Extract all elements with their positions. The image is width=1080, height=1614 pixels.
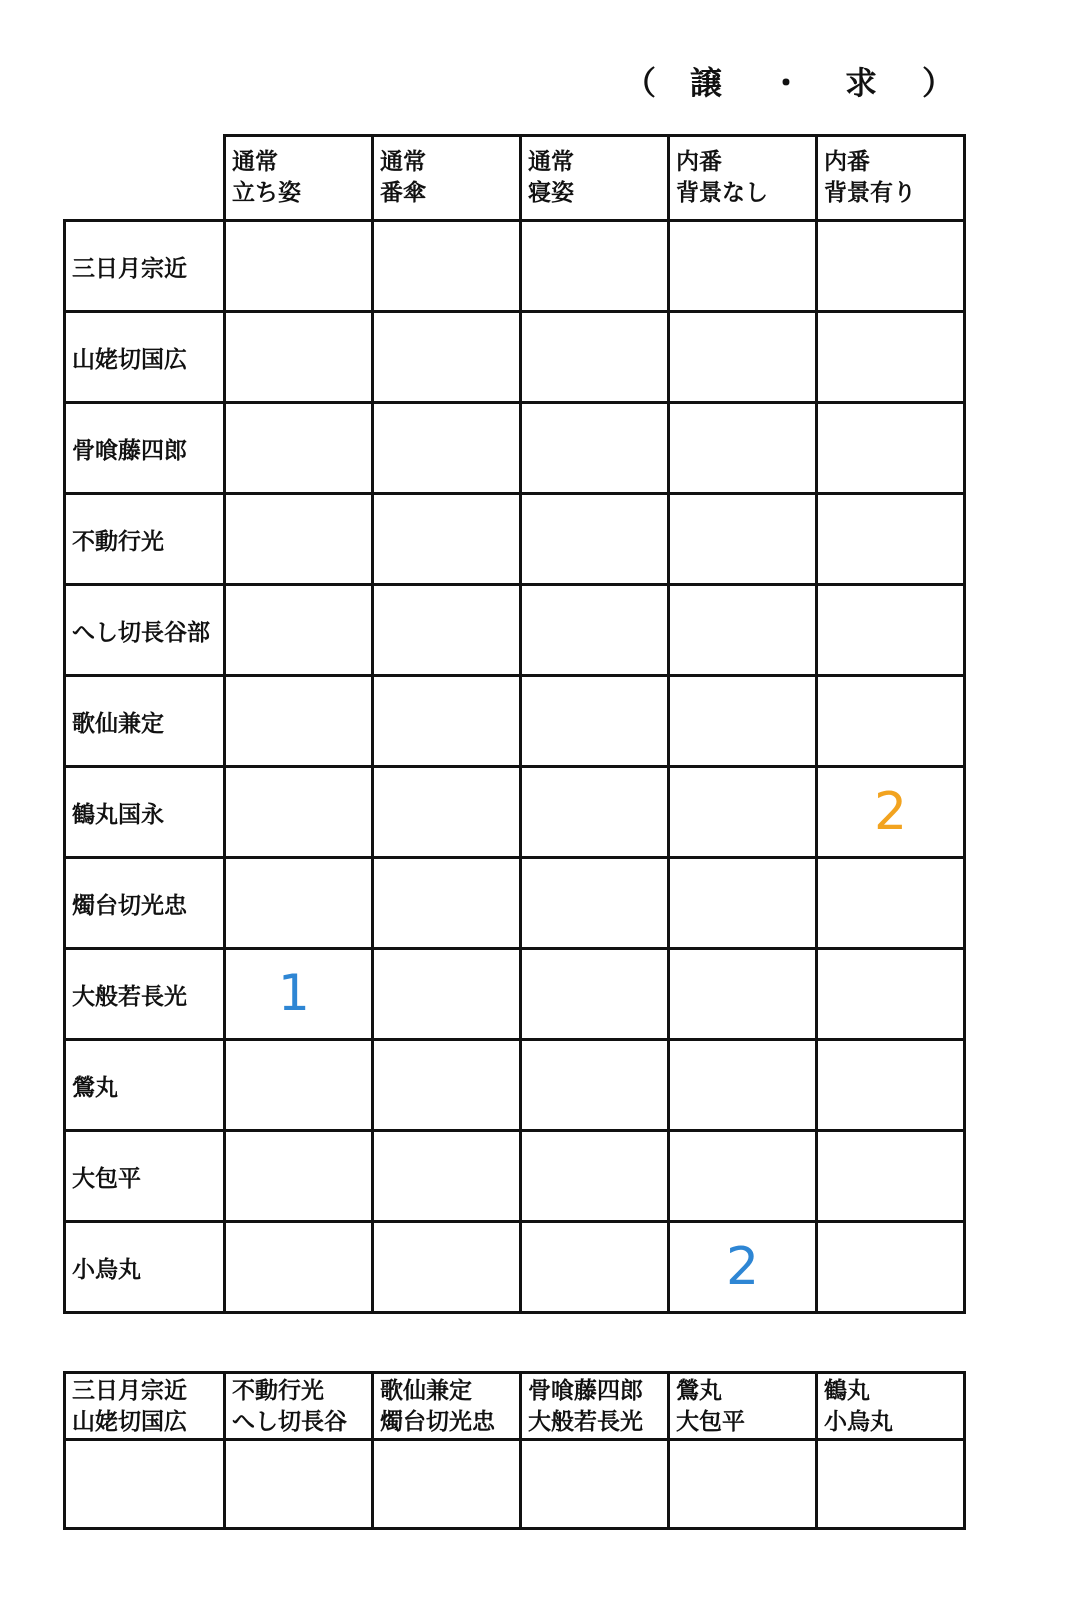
grid-cell[interactable] — [521, 1222, 669, 1313]
grid-cell[interactable] — [669, 1131, 817, 1222]
character-row — [65, 494, 965, 585]
grid-cell[interactable] — [669, 767, 817, 858]
header-want-option[interactable]: 求 — [845, 64, 878, 102]
character-row — [65, 1222, 965, 1313]
row-header: 三日月宗近 — [65, 221, 225, 312]
column-header: 通常 寝姿 — [521, 136, 669, 221]
column-header: 内番 背景なし — [669, 136, 817, 221]
row-header: 燭台切光忠 — [65, 858, 225, 949]
grid-cell[interactable] — [373, 767, 521, 858]
grid-cell[interactable] — [521, 767, 669, 858]
grid-cell[interactable] — [521, 312, 669, 403]
pair-entry-cell[interactable] — [521, 1440, 669, 1529]
grid-cell[interactable] — [669, 676, 817, 767]
pair-entry-cell[interactable] — [65, 1440, 225, 1529]
grid-cell[interactable] — [373, 312, 521, 403]
grid-cell[interactable] — [521, 676, 669, 767]
header-give-option[interactable]: 譲 — [690, 64, 723, 102]
grid-cell[interactable] — [521, 949, 669, 1040]
pair-header: 骨喰藤四郎 大般若長光 — [521, 1373, 669, 1440]
pair-header: 三日月宗近 山姥切国広 — [65, 1373, 225, 1440]
grid-cell[interactable] — [521, 221, 669, 312]
grid-cell[interactable] — [817, 312, 965, 403]
pair-entry-cell[interactable] — [373, 1440, 521, 1529]
character-row — [65, 949, 965, 1040]
grid-cell[interactable] — [521, 494, 669, 585]
grid-cell[interactable] — [817, 1040, 965, 1131]
header-open-paren: （ — [624, 64, 657, 102]
character-row — [65, 1040, 965, 1131]
row-header: 小烏丸 — [65, 1222, 225, 1313]
character-row — [65, 403, 965, 494]
character-row — [65, 858, 965, 949]
grid-cell[interactable] — [669, 585, 817, 676]
grid-cell[interactable] — [669, 494, 817, 585]
pair-header: 鶴丸 小烏丸 — [817, 1373, 965, 1440]
grid-cell[interactable] — [373, 494, 521, 585]
handwritten-mark: 2 — [874, 782, 908, 842]
grid-cell[interactable] — [373, 1040, 521, 1131]
character-row — [65, 585, 965, 676]
column-header: 通常 立ち姿 — [225, 136, 373, 221]
character-row — [65, 676, 965, 767]
grid-cell[interactable] — [669, 1222, 817, 1313]
row-header: 大般若長光 — [65, 949, 225, 1040]
pair-header: 歌仙兼定 燭台切光忠 — [373, 1373, 521, 1440]
column-header-row — [65, 136, 965, 221]
grid-cell[interactable] — [225, 1131, 373, 1222]
grid-cell[interactable] — [225, 949, 373, 1040]
grid-cell[interactable] — [225, 767, 373, 858]
grid-cell[interactable] — [521, 403, 669, 494]
pair-header-row — [65, 1373, 965, 1440]
grid-cell[interactable] — [373, 221, 521, 312]
grid-cell[interactable] — [669, 949, 817, 1040]
grid-cell[interactable] — [225, 1040, 373, 1131]
grid-cell[interactable] — [817, 403, 965, 494]
grid-cell[interactable] — [817, 585, 965, 676]
grid-cell[interactable] — [817, 1222, 965, 1313]
header-close-paren: ） — [922, 64, 955, 102]
character-row — [65, 221, 965, 312]
pair-entry-row — [65, 1440, 965, 1529]
grid-cell[interactable] — [669, 312, 817, 403]
pair-header: 不動行光 へし切長谷 — [225, 1373, 373, 1440]
grid-cell[interactable] — [373, 949, 521, 1040]
character-row — [65, 767, 965, 858]
grid-cell[interactable] — [817, 767, 965, 858]
row-header: 骨喰藤四郎 — [65, 403, 225, 494]
grid-cell[interactable] — [521, 858, 669, 949]
grid-cell[interactable] — [225, 585, 373, 676]
grid-cell[interactable] — [373, 1222, 521, 1313]
grid-cell[interactable] — [669, 858, 817, 949]
grid-cell[interactable] — [521, 1040, 669, 1131]
grid-cell[interactable] — [521, 585, 669, 676]
grid-cell[interactable] — [373, 1131, 521, 1222]
character-row — [65, 312, 965, 403]
grid-cell[interactable] — [817, 858, 965, 949]
grid-cell[interactable] — [373, 858, 521, 949]
handwritten-mark: 1 — [278, 964, 310, 1022]
pair-entry-cell[interactable] — [669, 1440, 817, 1529]
row-header: 鶯丸 — [65, 1040, 225, 1131]
pair-header: 鶯丸 大包平 — [669, 1373, 817, 1440]
grid-cell[interactable] — [225, 221, 373, 312]
grid-cell[interactable] — [225, 403, 373, 494]
grid-cell[interactable] — [225, 1222, 373, 1313]
trade-grid-table — [63, 134, 966, 1314]
grid-cell[interactable] — [225, 312, 373, 403]
grid-cell[interactable] — [669, 221, 817, 312]
give-want-header — [624, 58, 980, 108]
row-header: 不動行光 — [65, 494, 225, 585]
grid-cell[interactable] — [373, 403, 521, 494]
row-header: 鶴丸国永 — [65, 767, 225, 858]
grid-cell[interactable] — [817, 676, 965, 767]
grid-cell[interactable] — [817, 494, 965, 585]
row-header: 山姥切国広 — [65, 312, 225, 403]
row-header: へし切長谷部 — [65, 585, 225, 676]
header-separator-dot: ・ — [770, 64, 803, 102]
grid-cell[interactable] — [521, 1131, 669, 1222]
row-header: 歌仙兼定 — [65, 676, 225, 767]
column-header: 通常 番傘 — [373, 136, 521, 221]
handwritten-mark: 2 — [726, 1237, 760, 1297]
row-header: 大包平 — [65, 1131, 225, 1222]
grid-cell[interactable] — [373, 676, 521, 767]
grid-cell[interactable] — [373, 585, 521, 676]
column-header: 内番 背景有り — [817, 136, 965, 221]
grid-cell[interactable] — [225, 858, 373, 949]
character-row — [65, 1131, 965, 1222]
pair-set-table — [63, 1371, 966, 1530]
corner-cell — [65, 136, 225, 221]
grid-cell[interactable] — [817, 949, 965, 1040]
grid-cell[interactable] — [817, 221, 965, 312]
grid-cell[interactable] — [225, 494, 373, 585]
grid-cell[interactable] — [817, 1131, 965, 1222]
pair-entry-cell[interactable] — [817, 1440, 965, 1529]
pair-entry-cell[interactable] — [225, 1440, 373, 1529]
grid-cell[interactable] — [225, 676, 373, 767]
grid-cell[interactable] — [669, 1040, 817, 1131]
grid-cell[interactable] — [669, 403, 817, 494]
